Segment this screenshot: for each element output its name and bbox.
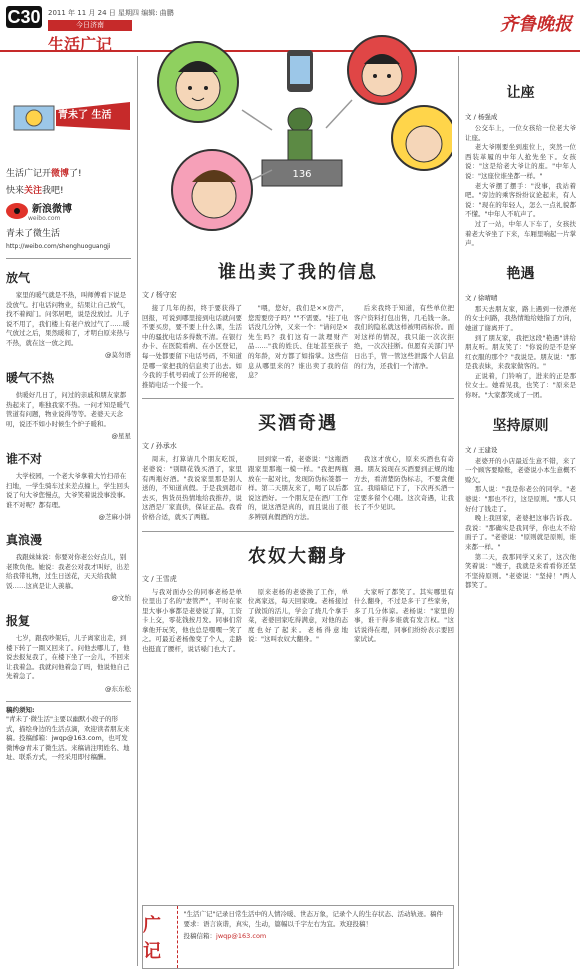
page-number: C30 [7, 7, 41, 27]
footer-body: "生活广记"记录日常生活中的人情冷暖、世态万象，记录个人的生存状态、活动轨迹。稿件要求：语言诙谐，真实，生动，篇幅以千字左右为宜。欢迎投稿！ [183, 910, 444, 928]
article-2 [142, 542, 454, 655]
follow-word: 关注 [24, 186, 43, 196]
right-article-body [465, 457, 576, 591]
footer-email-label: 投稿信箱： [183, 932, 217, 940]
article-column [142, 304, 242, 390]
footer-box [142, 905, 454, 969]
article-1 [142, 409, 454, 522]
left-item-author: @文怡 [111, 594, 131, 602]
notice-body: "青未了·微生活"主要以幽默小段子的形式，描绘身边的生活点滴，欢迎读者朋友来稿。投稿邮箱：jwqp@163.com，也可发微博@青未了微生活。来稿请注明姓名、地址、联系方式，一经采用即付稿酬。 [6, 715, 130, 761]
svg-text:136: 136 [292, 169, 312, 180]
article-headline: 谁出卖了我的信息 [218, 262, 378, 283]
section-tag: 今日济南 [48, 20, 132, 31]
article-paragraph: 后来我终于知道，有些单位把客户资料打包出售，几毛钱一条。我们的隐私就这样被明码标价。面对这样的情况，我只能一次次拒绝，一次次挂断。但愿有关部门早日出手，管一管这些泄露个人信息的行为，还我们一个清净。 [354, 304, 454, 370]
left-item-author: @莫勿语 [105, 351, 131, 359]
follow-prefix: 快来 [6, 186, 25, 196]
notice [6, 701, 131, 763]
weibo-prompt [6, 166, 131, 179]
article-byline: 文 / 王雪虎 [142, 574, 177, 583]
right-paragraph: 那人说："我是你老公的同学。"老婆说："那也不行，这是原则。"那人只好付了钱走了。 [465, 485, 576, 513]
left-item-4 [6, 612, 131, 693]
right-column [458, 56, 576, 966]
article-columns [142, 455, 454, 522]
article-byline: 文 / 杨守宏 [142, 291, 177, 299]
footer-email-line [184, 932, 447, 942]
right-article-body [465, 305, 576, 401]
right-paragraph: 过了一站，中年人下车了，女孩扶着老大爷坐了下来，车厢里响起一片掌声。 [465, 219, 576, 248]
right-paragraph: 第二天，我那同学又来了，这次他笑着说："嫂子，我就是来看看你还坚不坚持原则。"老婆说："坚持！"两人都笑了。 [465, 552, 576, 590]
left-item-title: 真浪漫 [6, 533, 43, 547]
left-item-body: 家里的暖气就是不热，叫师傅看下说是没放气。打电话问物业，结果让自己放气，找不着阀门。问邻居吧，说是没放过。儿子说不用了，我们楼上有老户放过气了……暖气放过之后，果然暖和了，才明白原来热与不热，就在这一放之间。 [6, 291, 130, 347]
follow-suffix: 我吧! [42, 186, 64, 196]
article-column [142, 588, 242, 655]
article-column [248, 588, 348, 655]
footer-email[interactable]: jwqp@163.com [216, 932, 267, 940]
article-columns [142, 304, 454, 390]
right-article-2 [465, 415, 576, 591]
right-article-byline: 文 / 王建设 [465, 445, 498, 454]
article-columns [142, 588, 454, 655]
weibo-account: 青未了微生活 [6, 229, 61, 239]
left-item-1 [6, 369, 131, 440]
main-articles [142, 258, 454, 655]
headline-illustration [142, 30, 452, 255]
article-paragraph: 与我对面办公的同事老杨是单位里出了名的"妻管严"，平时在家里大事小事都是老婆说了算，工资卡上交，零花钱按月发。同事们常拿他开玩笑，他也总是嘿嘿一笑了之。可最近老杨像变了个人，走路也挺直了腰杆，说话嗓门也大了。 [142, 587, 242, 654]
left-item-author: @星星 [111, 432, 131, 440]
left-item-author: @芝麻小饼 [98, 513, 131, 521]
article-column [142, 455, 242, 522]
left-item-title: 暖气不热 [6, 371, 55, 385]
weibo-word: 微博 [51, 169, 70, 179]
right-article-byline: 文 / 杨强成 [465, 113, 498, 121]
left-item-0 [6, 269, 131, 359]
right-article-1 [465, 263, 576, 401]
article-byline: 文 / 孙承水 [142, 442, 177, 451]
article-paragraph: 接了几年的拐，终于要获得了回报，可说到哪里接到电话就问要不要买房，要不要上什么课，生活中的骚扰电话多得数不清。在银行办卡、在医院看病、在小区登记，每一处都要留下电话号码，不知道是哪一家把我的信息卖了出去。如今我的手机号码成了公开的秘密，推销电话一个接一个。 [142, 304, 242, 389]
right-paragraph: 晚上我回家，老婆把这事告诉我。我说："那确实是我同学，你也太不给面子了。"老婆说："原则就是原则，谁来都一样。" [465, 514, 576, 551]
article-paragraph: 我这才放心，原来买酒也有奇遇。朋友说现在买酒要到正规的地方去，看清楚防伪标志，不要贪便宜。我暗暗记下了，下次再买酒一定要多留个心眼。这次奇遇，让我长了不少见识。 [354, 455, 454, 512]
divider [142, 531, 454, 532]
weibo-domain: weibo.com [28, 215, 61, 222]
weibo-url[interactable]: http://weibo.com/shenghuoguangji [6, 243, 131, 259]
article-column [248, 455, 348, 522]
right-paragraph: 那天去朋友家，路上遇到一位漂亮的女士问路，我热情地给她指了方向，她道了谢离开了。 [465, 304, 576, 332]
right-paragraph: 老大爷摆了摆手："没事，我站着吧。"旁边的乘客纷纷议论起来，有人说："现在的年轻人，怎么一点礼貌都不懂。"中年人不吭声了。 [465, 181, 576, 219]
footer-logo: 广记 [143, 906, 178, 968]
right-paragraph: 公交车上，一位女孩给一位老大爷让座。 [465, 124, 576, 142]
right-paragraph: 到了朋友家，我把这段"艳遇"讲给朋友听。朋友笑了："你说的是不是穿红衣服的那个？"我说是。朋友说："那是我表妹，来我家做客的。" [465, 333, 576, 371]
article-column [354, 304, 454, 390]
paper-name: 齐鲁晚报 [500, 14, 572, 35]
left-item-body: 供暖好几日了，问过的亲戚和朋友家都热起来了，唯独我家不热。一问才知是暖气管道有问题，物业说得等等。老婆天天念叨，说还不如小时候生个炉子暖和。 [6, 391, 130, 428]
left-item-2 [6, 450, 131, 521]
article-paragraph: 周末，打算请几个朋友吃饭，老婆说："别瞎花钱买酒了，家里有两瓶好酒。"我说家里那是别人送的，不知道真假。于是我到超市去买，售货员热情地给我推荐，说这酒是厂家直供，保证正品。我看价格合适，就买了两瓶。 [142, 455, 242, 521]
right-paragraph: 正说着，门铃响了，进来的正是那位女士。她看见我，也笑了："原来是你呀。"大家都笑成了一团。 [465, 371, 576, 400]
weibo-brand: 新浪微博 [32, 204, 72, 215]
right-article-headline: 让座 [506, 85, 535, 101]
section-title: 生活广记 [48, 35, 113, 54]
divider [142, 398, 454, 399]
left-item-body: 我跟妹妹说：你要对你老公好点儿，别老欺负他。她说：我老公对我才叫好，出差给我带礼物，过生日送花，天天给我做饭……这真是让人羡慕。 [6, 553, 130, 590]
notice-title: 稿约须知: [6, 705, 35, 714]
article-paragraph: "喂，您好，我们是××房产，您需要房子吗？""不需要。"挂了电话没几分钟，又来一个："请问是×先生吗？我们这有一款理财产品……"我的姓氏、住址甚至孩子的年龄，对方都了如指掌。这些信息从哪里来的？谁出卖了我的信息？ [248, 304, 348, 380]
weibo-prompt-text: 生活广记开 [6, 169, 52, 179]
right-article-body [465, 124, 576, 249]
article-paragraph: 回到家一看，老婆说："这瓶酒跟家里那瓶一模一样。"我把两瓶放在一起对比，发现防伪标签都一样。第二天朋友来了，喝了以后都说这酒好。一个朋友是在酒厂工作的，说这酒是真的，而且说出了很多辨别真假酒的方法。 [248, 455, 348, 521]
article-column [354, 588, 454, 655]
article-headline: 农奴大翻身 [248, 545, 348, 567]
article-column [354, 455, 454, 522]
left-item-title: 放气 [6, 271, 31, 285]
left-item-author: @东东松 [105, 684, 131, 693]
article-column [248, 304, 348, 390]
left-item-title: 谁不对 [6, 452, 43, 466]
article-paragraph: 大家听了都笑了。其实哪里有什么翻身，不过是多干了些家务，多了几分体谅。老杨说："家里的事，谁干得多谁就有发言权。"这话说得在理，同事们纷纷表示要回家试试。 [354, 587, 454, 644]
promo-area [6, 92, 131, 162]
right-article-headline: 艳遇 [506, 265, 535, 282]
right-article-headline: 坚持原则 [492, 417, 549, 434]
footer-text [178, 906, 453, 968]
left-item-body: 大学校园，一个老大爷拿着大竹扫帚在扫地，一学生骑车过来差点撞上，学生回头说了句大爷您慢点，大爷笑着说没事没事。谁不对呢？都有理。 [6, 472, 130, 509]
left-item-3 [6, 531, 131, 602]
left-item-body: 七岁，跟我吵架后，儿子离家出走，到楼下转了一圈又回来了。问他去哪儿了，他说去报复我了，在楼下坐了一会儿，不回来让我着急。我就问他着急了吗，他说他自己先着急了。 [6, 634, 130, 680]
article-0 [142, 258, 454, 390]
right-article-byline: 文 / 徐晴晴 [465, 293, 498, 302]
weibo-eye-icon [6, 203, 28, 219]
right-paragraph: 老大爷刚要坐到座位上，突然一位西装革履的中年人抢先坐下。女孩说："这是给老大爷让的座。"中年人说："这座位谁坐都一样。" [465, 143, 576, 180]
right-paragraph: 老婆开的小店最近生意不错，来了一个顾客要赊账，老婆说小本生意概不赊欠。 [465, 456, 576, 484]
article-headline: 买酒奇遇 [258, 413, 338, 435]
dateline: 2011 年 11 月 24 日 星期四 编辑: 曲鹏 [48, 9, 174, 17]
follow-line [6, 183, 131, 196]
left-column [0, 56, 138, 966]
article-paragraph: 原来老杨的老婆换了工作，单位离家远，每天回家晚。老杨接过了做饭的活儿，学会了烧几个拿手菜，老婆回家吃得满意，对他的态度也好了起来。老杨得意地说："这叫农奴大翻身。" [248, 587, 348, 644]
left-item-title: 报复 [6, 614, 31, 628]
weibo-prompt-end: 了! [69, 169, 82, 179]
weibo-logo [6, 200, 131, 222]
promo-text: 青未了 生活 [58, 110, 112, 121]
right-article-0 [465, 82, 576, 249]
